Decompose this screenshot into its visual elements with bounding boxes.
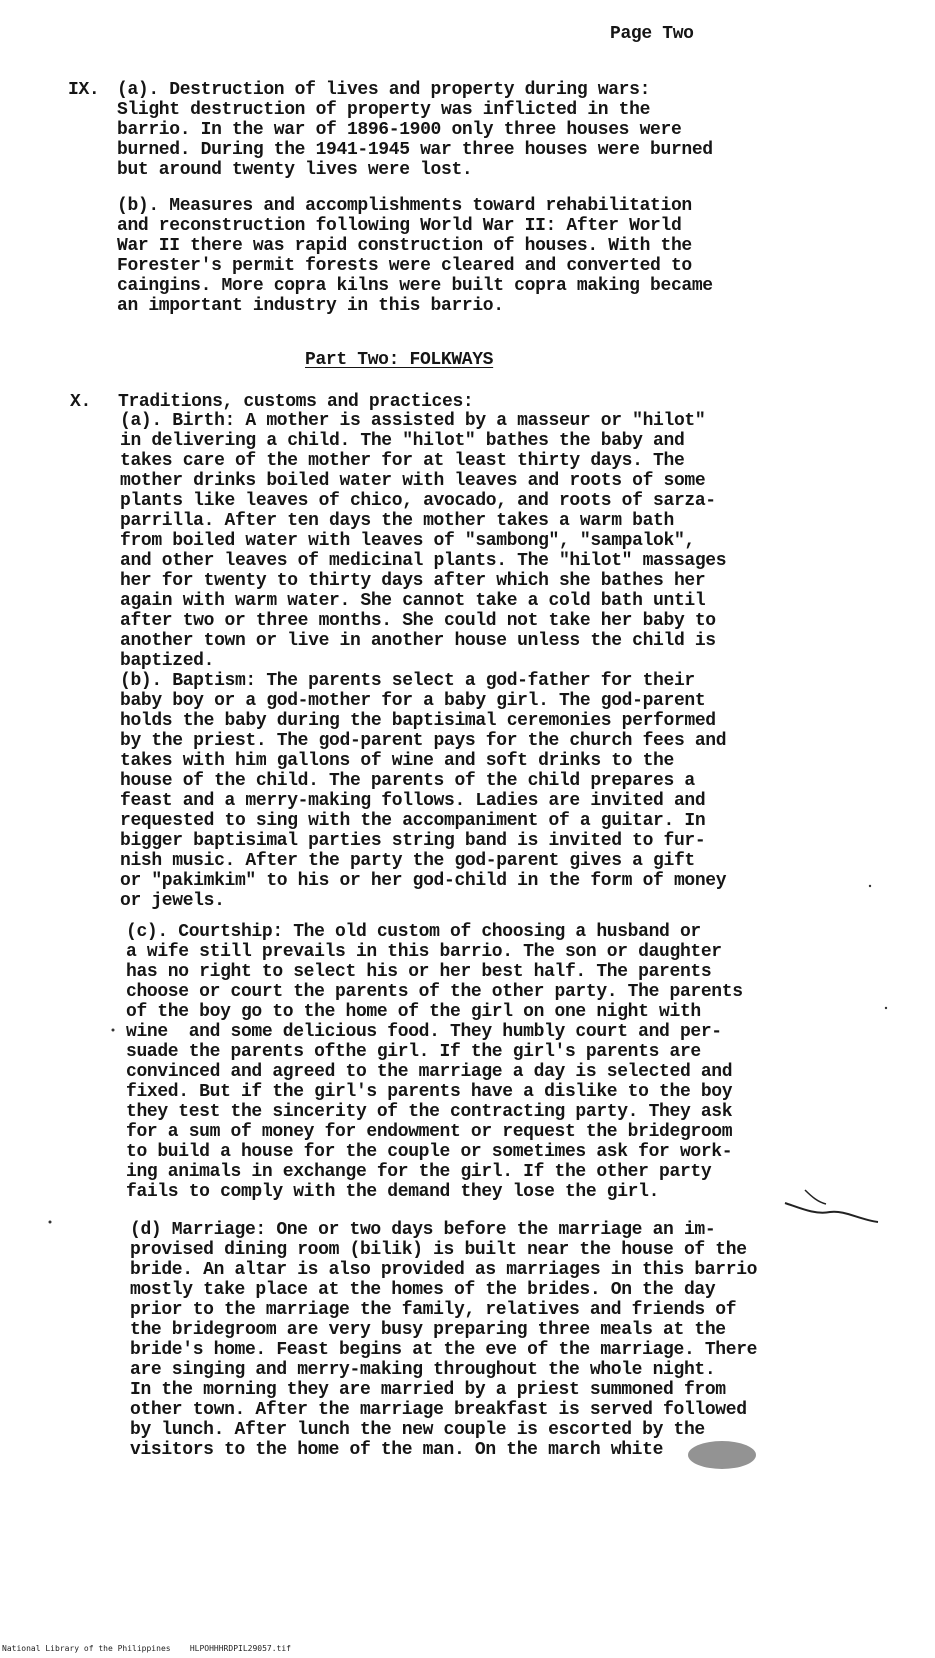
birth-line: parrilla. After ten days the mother takes a warm bath xyxy=(120,511,674,531)
courtship-line: (c). Courtship: The old custom of choosing a husband or xyxy=(126,922,701,942)
ink-speck xyxy=(49,1221,52,1224)
baptism-line: house of the child. The parents of the child prepares a xyxy=(120,771,695,791)
baptism-line: baby boy or a god-mother for a baby girl. The god-parent xyxy=(120,691,706,711)
courtship-line: wine and some delicious food. They humbly court and per- xyxy=(126,1022,722,1042)
marriage-line: provised dining room (bilik) is built near the house of the xyxy=(130,1240,747,1260)
marriage-line: prior to the marriage the family, relatives and friends of xyxy=(130,1300,737,1320)
courtship-line: ing animals in exchange for the girl. If the other party xyxy=(126,1162,712,1182)
section-ix-a-line: burned. During the 1941-1945 war three houses were burned xyxy=(117,140,713,160)
marriage-line: the bridegroom are very busy preparing three meals at the xyxy=(130,1320,726,1340)
section-ix-a-line: Slight destruction of property was inflicted in the xyxy=(117,100,651,120)
birth-line: plants like leaves of chico, avocado, and roots of sarza- xyxy=(120,491,716,511)
section-ix-b-line: Forester's permit forests were cleared and converted to xyxy=(117,256,692,276)
birth-line: (a). Birth: A mother is assisted by a masseur or "hilot" xyxy=(120,411,706,431)
ink-speck xyxy=(869,885,871,887)
marriage-line: (d) Marriage: One or two days before the marriage an im- xyxy=(130,1220,716,1240)
baptism-line: takes with him gallons of wine and soft drinks to the xyxy=(120,751,674,771)
courtship-line: convinced and agreed to the marriage a day is selected and xyxy=(126,1062,733,1082)
marriage-line: In the morning they are married by a priest summoned from xyxy=(130,1380,726,1400)
marriage-line: are singing and merry-making throughout the whole night. xyxy=(130,1360,716,1380)
marriage-line: bride. An altar is also provided as marriages in this barrio xyxy=(130,1260,758,1280)
part-two-heading: Part Two: FOLKWAYS xyxy=(305,350,494,370)
marriage-line: other town. After the marriage breakfast is served followed xyxy=(130,1400,747,1420)
section-ix-b-line: (b). Measures and accomplishments toward rehabilitation xyxy=(117,196,692,216)
baptism-line: bigger baptisimal parties string band is invited to fur- xyxy=(120,831,706,851)
courtship-line: choose or court the parents of the other party. The parents xyxy=(126,982,743,1002)
section-ix-b-line: caingins. More copra kilns were built copra making became xyxy=(117,276,713,296)
page-number: Page Two xyxy=(610,24,694,44)
birth-line: another town or live in another house unless the child is xyxy=(120,631,716,651)
courtship-line: to build a house for the couple or sometimes ask for work- xyxy=(126,1142,733,1162)
section-ix-a-line: barrio. In the war of 1896-1900 only three houses were xyxy=(117,120,682,140)
courtship-line: of the boy go to the home of the girl on one night with xyxy=(126,1002,701,1022)
birth-line: in delivering a child. The "hilot" bathes the baby and xyxy=(120,431,685,451)
marriage-line: mostly take place at the homes of the brides. On the day xyxy=(130,1280,716,1300)
birth-line: her for twenty to thirty days after which she bathes her xyxy=(120,571,706,591)
section-ix-a-line: but around twenty lives were lost. xyxy=(117,160,473,180)
birth-line: again with warm water. She cannot take a cold bath until xyxy=(120,591,706,611)
birth-line: after two or three months. She could not take her baby to xyxy=(120,611,716,631)
birth-line: from boiled water with leaves of "sambong", "sampalok", xyxy=(120,531,695,551)
courtship-line: a wife still prevails in this barrio. The son or daughter xyxy=(126,942,722,962)
section-x-intro: Traditions, customs and practices: xyxy=(118,392,474,412)
pen-mark xyxy=(805,1190,826,1204)
section-ix-b-line: War II there was rapid construction of houses. With the xyxy=(117,236,692,256)
marriage-line: by lunch. After lunch the new couple is escorted by the xyxy=(130,1420,705,1440)
baptism-line: requested to sing with the accompaniment of a guitar. In xyxy=(120,811,706,831)
baptism-line: nish music. After the party the god-parent gives a gift xyxy=(120,851,695,871)
baptism-line: holds the baby during the baptisimal ceremonies performed xyxy=(120,711,716,731)
courtship-line: has no right to select his or her best half. The parents xyxy=(126,962,712,982)
baptism-line: (b). Baptism: The parents select a god-father for their xyxy=(120,671,695,691)
baptism-line: by the priest. The god-parent pays for the church fees and xyxy=(120,731,727,751)
baptism-line: or "pakimkim" to his or her god-child in the form of money xyxy=(120,871,727,891)
section-ix-b-line: and reconstruction following World War II: After World xyxy=(117,216,682,236)
section-x-numeral: X. xyxy=(70,392,91,412)
pen-scribble xyxy=(785,1203,878,1222)
courtship-line: fixed. But if the girl's parents have a dislike to the boy xyxy=(126,1082,733,1102)
birth-line: mother drinks boiled water with leaves and roots of some xyxy=(120,471,706,491)
marriage-line: bride's home. Feast begins at the eve of the marriage. There xyxy=(130,1340,758,1360)
section-ix-b-line: an important industry in this barrio. xyxy=(117,296,504,316)
baptism-line: feast and a merry-making follows. Ladies are invited and xyxy=(120,791,706,811)
courtship-line: suade the parents ofthe girl. If the girl's parents are xyxy=(126,1042,701,1062)
birth-line: and other leaves of medicinal plants. The "hilot" massages xyxy=(120,551,727,571)
marriage-line: visitors to the home of the man. On the march white xyxy=(130,1440,664,1460)
baptism-line: or jewels. xyxy=(120,891,225,911)
ink-speck xyxy=(885,1007,887,1009)
ink-smudge xyxy=(688,1441,756,1469)
birth-line: baptized. xyxy=(120,651,215,671)
section-ix-a-line: (a). Destruction of lives and property during wars: xyxy=(117,80,651,100)
courtship-line: they test the sincerity of the contracting party. They ask xyxy=(126,1102,733,1122)
courtship-line: fails to comply with the demand they lose the girl. xyxy=(126,1182,660,1202)
birth-line: takes care of the mother for at least thirty days. The xyxy=(120,451,685,471)
section-ix-numeral: IX. xyxy=(68,80,100,100)
courtship-line: for a sum of money for endowment or request the bridegroom xyxy=(126,1122,733,1142)
footer-caption: National Library of the Philippines HLPOHHHRDPIL29057.tif xyxy=(2,1644,291,1653)
ink-speck xyxy=(112,1029,115,1032)
